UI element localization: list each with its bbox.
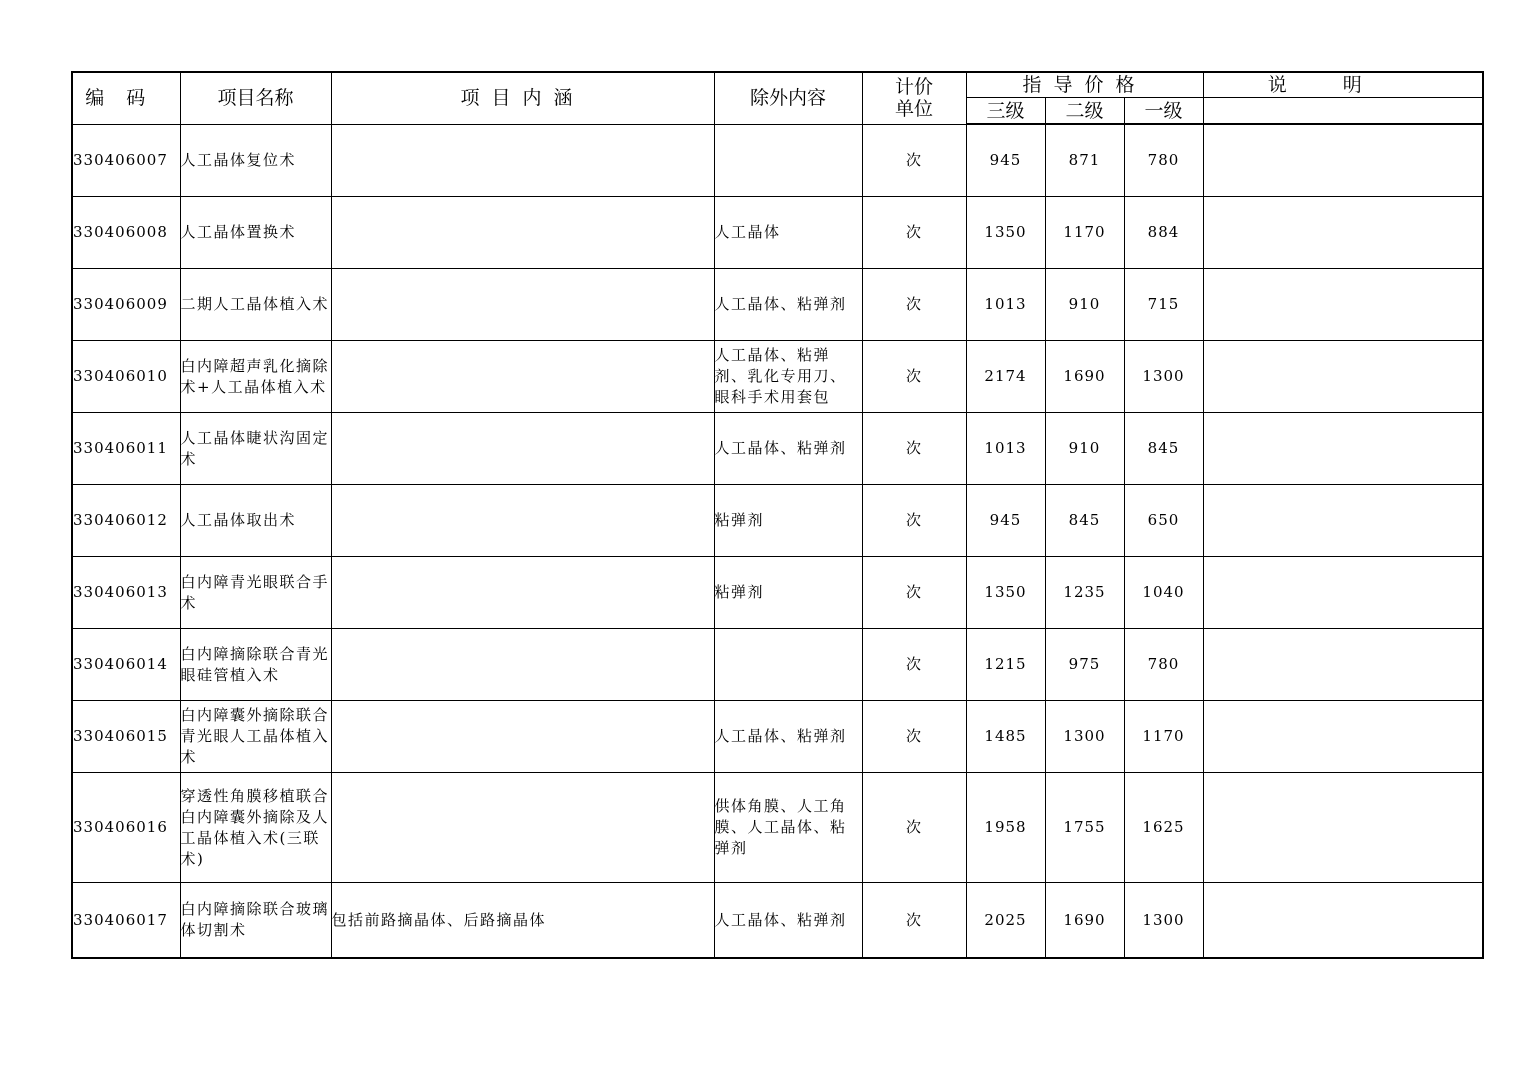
- cell-content: [331, 773, 714, 883]
- table-row: [72, 413, 1483, 485]
- cell-price-level1: 1040: [1124, 557, 1203, 629]
- cell-content: 包括前路摘晶体、后路摘晶体: [331, 883, 714, 959]
- table-row: [72, 341, 1483, 413]
- cell-code: 330406010: [72, 341, 180, 413]
- cell-price-level2: 1690: [1045, 883, 1124, 959]
- cell-excluded: 人工晶体、粘弹剂: [714, 413, 862, 485]
- cell-excluded: 人工晶体、粘弹剂: [714, 883, 862, 959]
- cell-price-level3: 1350: [966, 557, 1045, 629]
- header-note: 说明: [1203, 72, 1483, 98]
- cell-excluded: 人工晶体: [714, 197, 862, 269]
- cell-name: 白内障超声乳化摘除术+人工晶体植入术: [180, 341, 331, 413]
- cell-price-level3: 1958: [966, 773, 1045, 883]
- cell-price-level3: 1485: [966, 701, 1045, 773]
- table-row: [72, 557, 1483, 629]
- cell-name: 人工晶体置换术: [180, 197, 331, 269]
- cell-excluded: 人工晶体、粘弹剂: [714, 701, 862, 773]
- cell-code: 330406014: [72, 629, 180, 701]
- cell-code: 330406007: [72, 124, 180, 197]
- cell-code: 330406017: [72, 883, 180, 959]
- cell-price-level1: 650: [1124, 485, 1203, 557]
- cell-name: 白内障摘除联合玻璃体切割术: [180, 883, 331, 959]
- cell-unit: 次: [862, 485, 966, 557]
- cell-price-level3: 1013: [966, 413, 1045, 485]
- cell-unit: 次: [862, 773, 966, 883]
- cell-note: [1203, 269, 1483, 341]
- cell-price-level2: 910: [1045, 413, 1124, 485]
- header-code: 编码: [72, 72, 180, 124]
- cell-price-level2: 910: [1045, 269, 1124, 341]
- cell-content: [331, 629, 714, 701]
- cell-unit: 次: [862, 341, 966, 413]
- cell-note: [1203, 124, 1483, 197]
- cell-note: [1203, 341, 1483, 413]
- table-row: [72, 629, 1483, 701]
- cell-note: [1203, 773, 1483, 883]
- cell-excluded: 供体角膜、人工角膜、人工晶体、粘弹剂: [714, 773, 862, 883]
- cell-code: 330406012: [72, 485, 180, 557]
- cell-price-level1: 780: [1124, 629, 1203, 701]
- cell-price-level2: 1755: [1045, 773, 1124, 883]
- cell-content: [331, 413, 714, 485]
- cell-code: 330406008: [72, 197, 180, 269]
- cell-note: [1203, 413, 1483, 485]
- cell-unit: 次: [862, 413, 966, 485]
- cell-unit: 次: [862, 269, 966, 341]
- cell-excluded: 人工晶体、粘弹剂: [714, 269, 862, 341]
- header-level3: 三级: [966, 98, 1045, 125]
- header-note-blank: [1203, 98, 1483, 125]
- table-row: [72, 269, 1483, 341]
- cell-name: 白内障囊外摘除联合青光眼人工晶体植入术: [180, 701, 331, 773]
- table-row: [72, 883, 1483, 959]
- cell-price-level3: 2174: [966, 341, 1045, 413]
- header-level1: 一级: [1124, 98, 1203, 125]
- cell-content: [331, 269, 714, 341]
- cell-price-level3: 945: [966, 124, 1045, 197]
- cell-price-level1: 1170: [1124, 701, 1203, 773]
- cell-content: [331, 197, 714, 269]
- cell-price-level3: 1215: [966, 629, 1045, 701]
- cell-content: [331, 341, 714, 413]
- cell-unit: 次: [862, 883, 966, 959]
- cell-code: 330406011: [72, 413, 180, 485]
- cell-note: [1203, 485, 1483, 557]
- header-level2: 二级: [1045, 98, 1124, 125]
- cell-excluded: [714, 124, 862, 197]
- cell-unit: 次: [862, 701, 966, 773]
- cell-name: 穿透性角膜移植联合白内障囊外摘除及人工晶体植入术(三联术): [180, 773, 331, 883]
- cell-price-level3: 945: [966, 485, 1045, 557]
- cell-price-level1: 1625: [1124, 773, 1203, 883]
- cell-price-level1: 715: [1124, 269, 1203, 341]
- cell-name: 人工晶体复位术: [180, 124, 331, 197]
- table-row: [72, 485, 1483, 557]
- cell-excluded: 人工晶体、粘弹剂、乳化专用刀、眼科手术用套包: [714, 341, 862, 413]
- cell-excluded: [714, 629, 862, 701]
- cell-content: [331, 124, 714, 197]
- cell-price-level1: 780: [1124, 124, 1203, 197]
- cell-note: [1203, 557, 1483, 629]
- header-content: 项目内涵: [331, 72, 714, 124]
- cell-unit: 次: [862, 197, 966, 269]
- cell-note: [1203, 701, 1483, 773]
- cell-price-level1: 845: [1124, 413, 1203, 485]
- cell-unit: 次: [862, 557, 966, 629]
- cell-code: 330406013: [72, 557, 180, 629]
- cell-note: [1203, 197, 1483, 269]
- cell-price-level1: 1300: [1124, 883, 1203, 959]
- cell-code: 330406009: [72, 269, 180, 341]
- table-row: [72, 773, 1483, 883]
- cell-name: 人工晶体睫状沟固定术: [180, 413, 331, 485]
- cell-price-level3: 1013: [966, 269, 1045, 341]
- cell-price-level2: 1235: [1045, 557, 1124, 629]
- cell-price-level3: 1350: [966, 197, 1045, 269]
- cell-price-level2: 1690: [1045, 341, 1124, 413]
- cell-note: [1203, 629, 1483, 701]
- cell-excluded: 粘弹剂: [714, 485, 862, 557]
- cell-content: [331, 557, 714, 629]
- header-unit: 计价单位: [862, 72, 966, 124]
- cell-name: 白内障摘除联合青光眼硅管植入术: [180, 629, 331, 701]
- cell-price-level2: 1300: [1045, 701, 1124, 773]
- header-guide-price: 指导价格: [966, 72, 1203, 98]
- cell-price-level2: 845: [1045, 485, 1124, 557]
- table-row: [72, 197, 1483, 269]
- cell-price-level2: 871: [1045, 124, 1124, 197]
- price-table: [71, 71, 1484, 959]
- cell-excluded: 粘弹剂: [714, 557, 862, 629]
- cell-content: [331, 701, 714, 773]
- cell-code: 330406015: [72, 701, 180, 773]
- cell-code: 330406016: [72, 773, 180, 883]
- table-body: [72, 124, 1483, 958]
- cell-name: 二期人工晶体植入术: [180, 269, 331, 341]
- cell-unit: 次: [862, 629, 966, 701]
- cell-price-level2: 1170: [1045, 197, 1124, 269]
- table-row: [72, 701, 1483, 773]
- cell-content: [331, 485, 714, 557]
- cell-price-level1: 884: [1124, 197, 1203, 269]
- cell-name: 人工晶体取出术: [180, 485, 331, 557]
- header-excluded: 除外内容: [714, 72, 862, 124]
- table-row: [72, 124, 1483, 197]
- cell-price-level2: 975: [1045, 629, 1124, 701]
- cell-price-level1: 1300: [1124, 341, 1203, 413]
- cell-price-level3: 2025: [966, 883, 1045, 959]
- header-name: 项目名称: [180, 72, 331, 124]
- cell-note: [1203, 883, 1483, 959]
- cell-unit: 次: [862, 124, 966, 197]
- cell-name: 白内障青光眼联合手术: [180, 557, 331, 629]
